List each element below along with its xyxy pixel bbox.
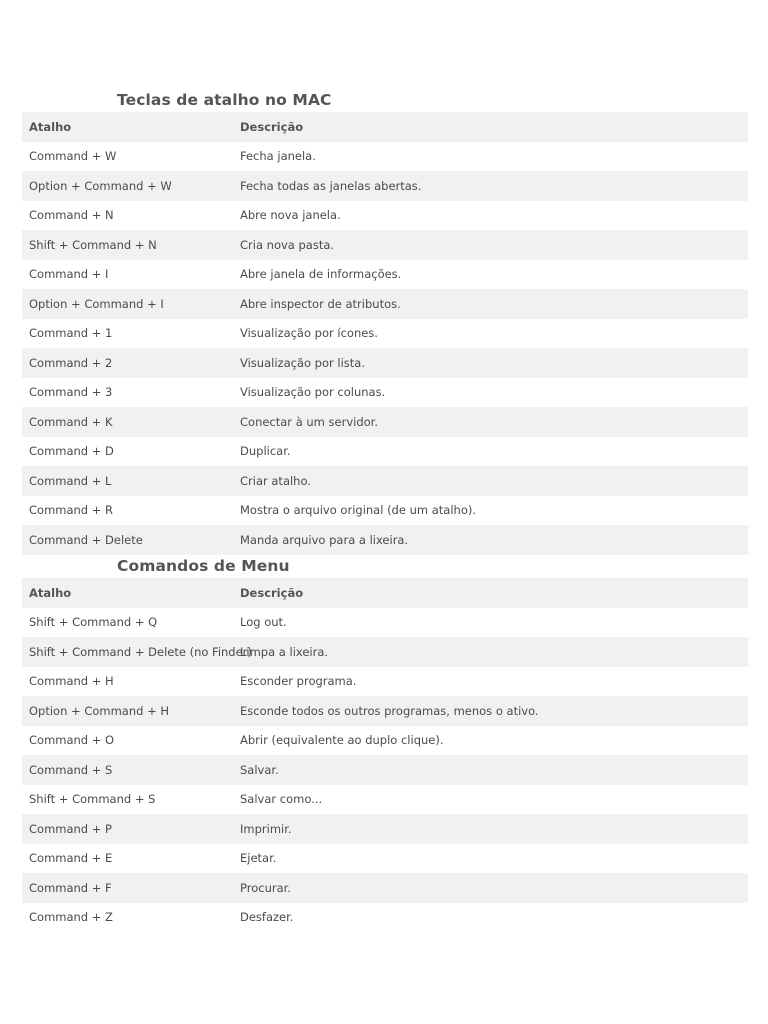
shortcut-key: Command + H (29, 674, 114, 689)
table-row (22, 496, 748, 526)
shortcuts-table (22, 112, 748, 555)
table-row (22, 696, 748, 726)
table-row (22, 348, 748, 378)
shortcut-desc: Desfazer. (240, 910, 294, 925)
shortcut-desc: Limpa a lixeira. (240, 644, 329, 659)
shortcut-key: Command + Delete (29, 532, 143, 547)
shortcut-desc: Fecha todas as janelas abertas. (240, 178, 422, 193)
table-row (22, 230, 748, 260)
table-row (22, 726, 748, 756)
shortcut-key: Command + Z (29, 910, 113, 925)
shortcut-desc: Manda arquivo para a lixeira. (240, 532, 409, 547)
shortcut-key: Command + I (29, 267, 109, 282)
table-row (22, 319, 748, 349)
table-row (22, 289, 748, 319)
menu-commands-table (22, 578, 748, 932)
header-key: Atalho (29, 119, 72, 134)
shortcut-key: Option + Command + H (29, 703, 170, 718)
shortcut-desc: Log out. (240, 615, 287, 630)
shortcut-key: Option + Command + W (29, 178, 172, 193)
shortcut-desc: Esconde todos os outros programas, menos o ativo. (240, 703, 539, 718)
table-row (22, 525, 748, 555)
shortcut-desc: Imprimir. (240, 821, 292, 836)
shortcut-key: Command + F (29, 880, 112, 895)
table-row (22, 201, 748, 231)
shortcut-desc: Ejetar. (240, 851, 277, 866)
section-title-shortcuts: Teclas de atalho no MAC (117, 91, 332, 109)
header-key: Atalho (29, 585, 72, 600)
shortcut-desc: Visualização por ícones. (240, 326, 378, 341)
table-row (22, 171, 748, 201)
shortcut-key: Shift + Command + Delete (no Finder) (29, 644, 252, 659)
table-row (22, 378, 748, 408)
shortcut-desc: Visualização por lista. (240, 355, 365, 370)
shortcut-desc: Salvar. (240, 762, 279, 777)
table-row (22, 260, 748, 290)
header-desc: Descrição (240, 585, 304, 600)
shortcut-key: Command + 3 (29, 385, 113, 400)
header-desc: Descrição (240, 119, 304, 134)
table-header-row (22, 112, 748, 142)
shortcut-desc: Salvar como... (240, 792, 323, 807)
shortcut-desc: Cria nova pasta. (240, 237, 335, 252)
shortcut-desc: Abre inspector de atributos. (240, 296, 401, 311)
table-row (22, 903, 748, 933)
shortcut-key: Shift + Command + S (29, 792, 156, 807)
shortcut-desc: Fecha janela. (240, 149, 316, 164)
table-row (22, 466, 748, 496)
shortcut-desc: Esconder programa. (240, 674, 357, 689)
shortcut-key: Command + N (29, 208, 114, 223)
shortcut-desc: Abre nova janela. (240, 208, 341, 223)
shortcut-key: Command + E (29, 851, 113, 866)
table-row (22, 844, 748, 874)
table-row (22, 814, 748, 844)
section-title-menu-commands: Comandos de Menu (117, 557, 290, 575)
shortcut-key: Shift + Command + Q (29, 615, 158, 630)
table-row (22, 608, 748, 638)
shortcut-key: Command + S (29, 762, 113, 777)
table-row (22, 142, 748, 172)
table-row (22, 407, 748, 437)
shortcut-desc: Mostra o arquivo original (de um atalho). (240, 503, 477, 518)
shortcut-desc: Abrir (equivalente ao duplo clique). (240, 733, 444, 748)
table-row (22, 755, 748, 785)
shortcut-key: Command + O (29, 733, 115, 748)
shortcut-key: Command + 2 (29, 355, 113, 370)
shortcut-key: Command + D (29, 444, 114, 459)
shortcut-key: Command + 1 (29, 326, 113, 341)
shortcut-desc: Conectar à um servidor. (240, 414, 378, 429)
table-row (22, 667, 748, 697)
table-row (22, 437, 748, 467)
shortcut-key: Command + P (29, 821, 112, 836)
shortcut-desc: Abre janela de informações. (240, 267, 402, 282)
shortcut-key: Command + R (29, 503, 114, 518)
table-row (22, 873, 748, 903)
shortcut-key: Option + Command + I (29, 296, 164, 311)
shortcut-key: Command + K (29, 414, 113, 429)
shortcut-desc: Criar atalho. (240, 473, 311, 488)
table-row (22, 785, 748, 815)
table-header-row (22, 578, 748, 608)
shortcut-desc: Duplicar. (240, 444, 291, 459)
shortcut-key: Command + L (29, 473, 112, 488)
table-row (22, 637, 748, 667)
shortcut-key: Command + W (29, 149, 117, 164)
shortcut-desc: Procurar. (240, 880, 291, 895)
shortcut-desc: Visualização por colunas. (240, 385, 386, 400)
shortcut-key: Shift + Command + N (29, 237, 157, 252)
